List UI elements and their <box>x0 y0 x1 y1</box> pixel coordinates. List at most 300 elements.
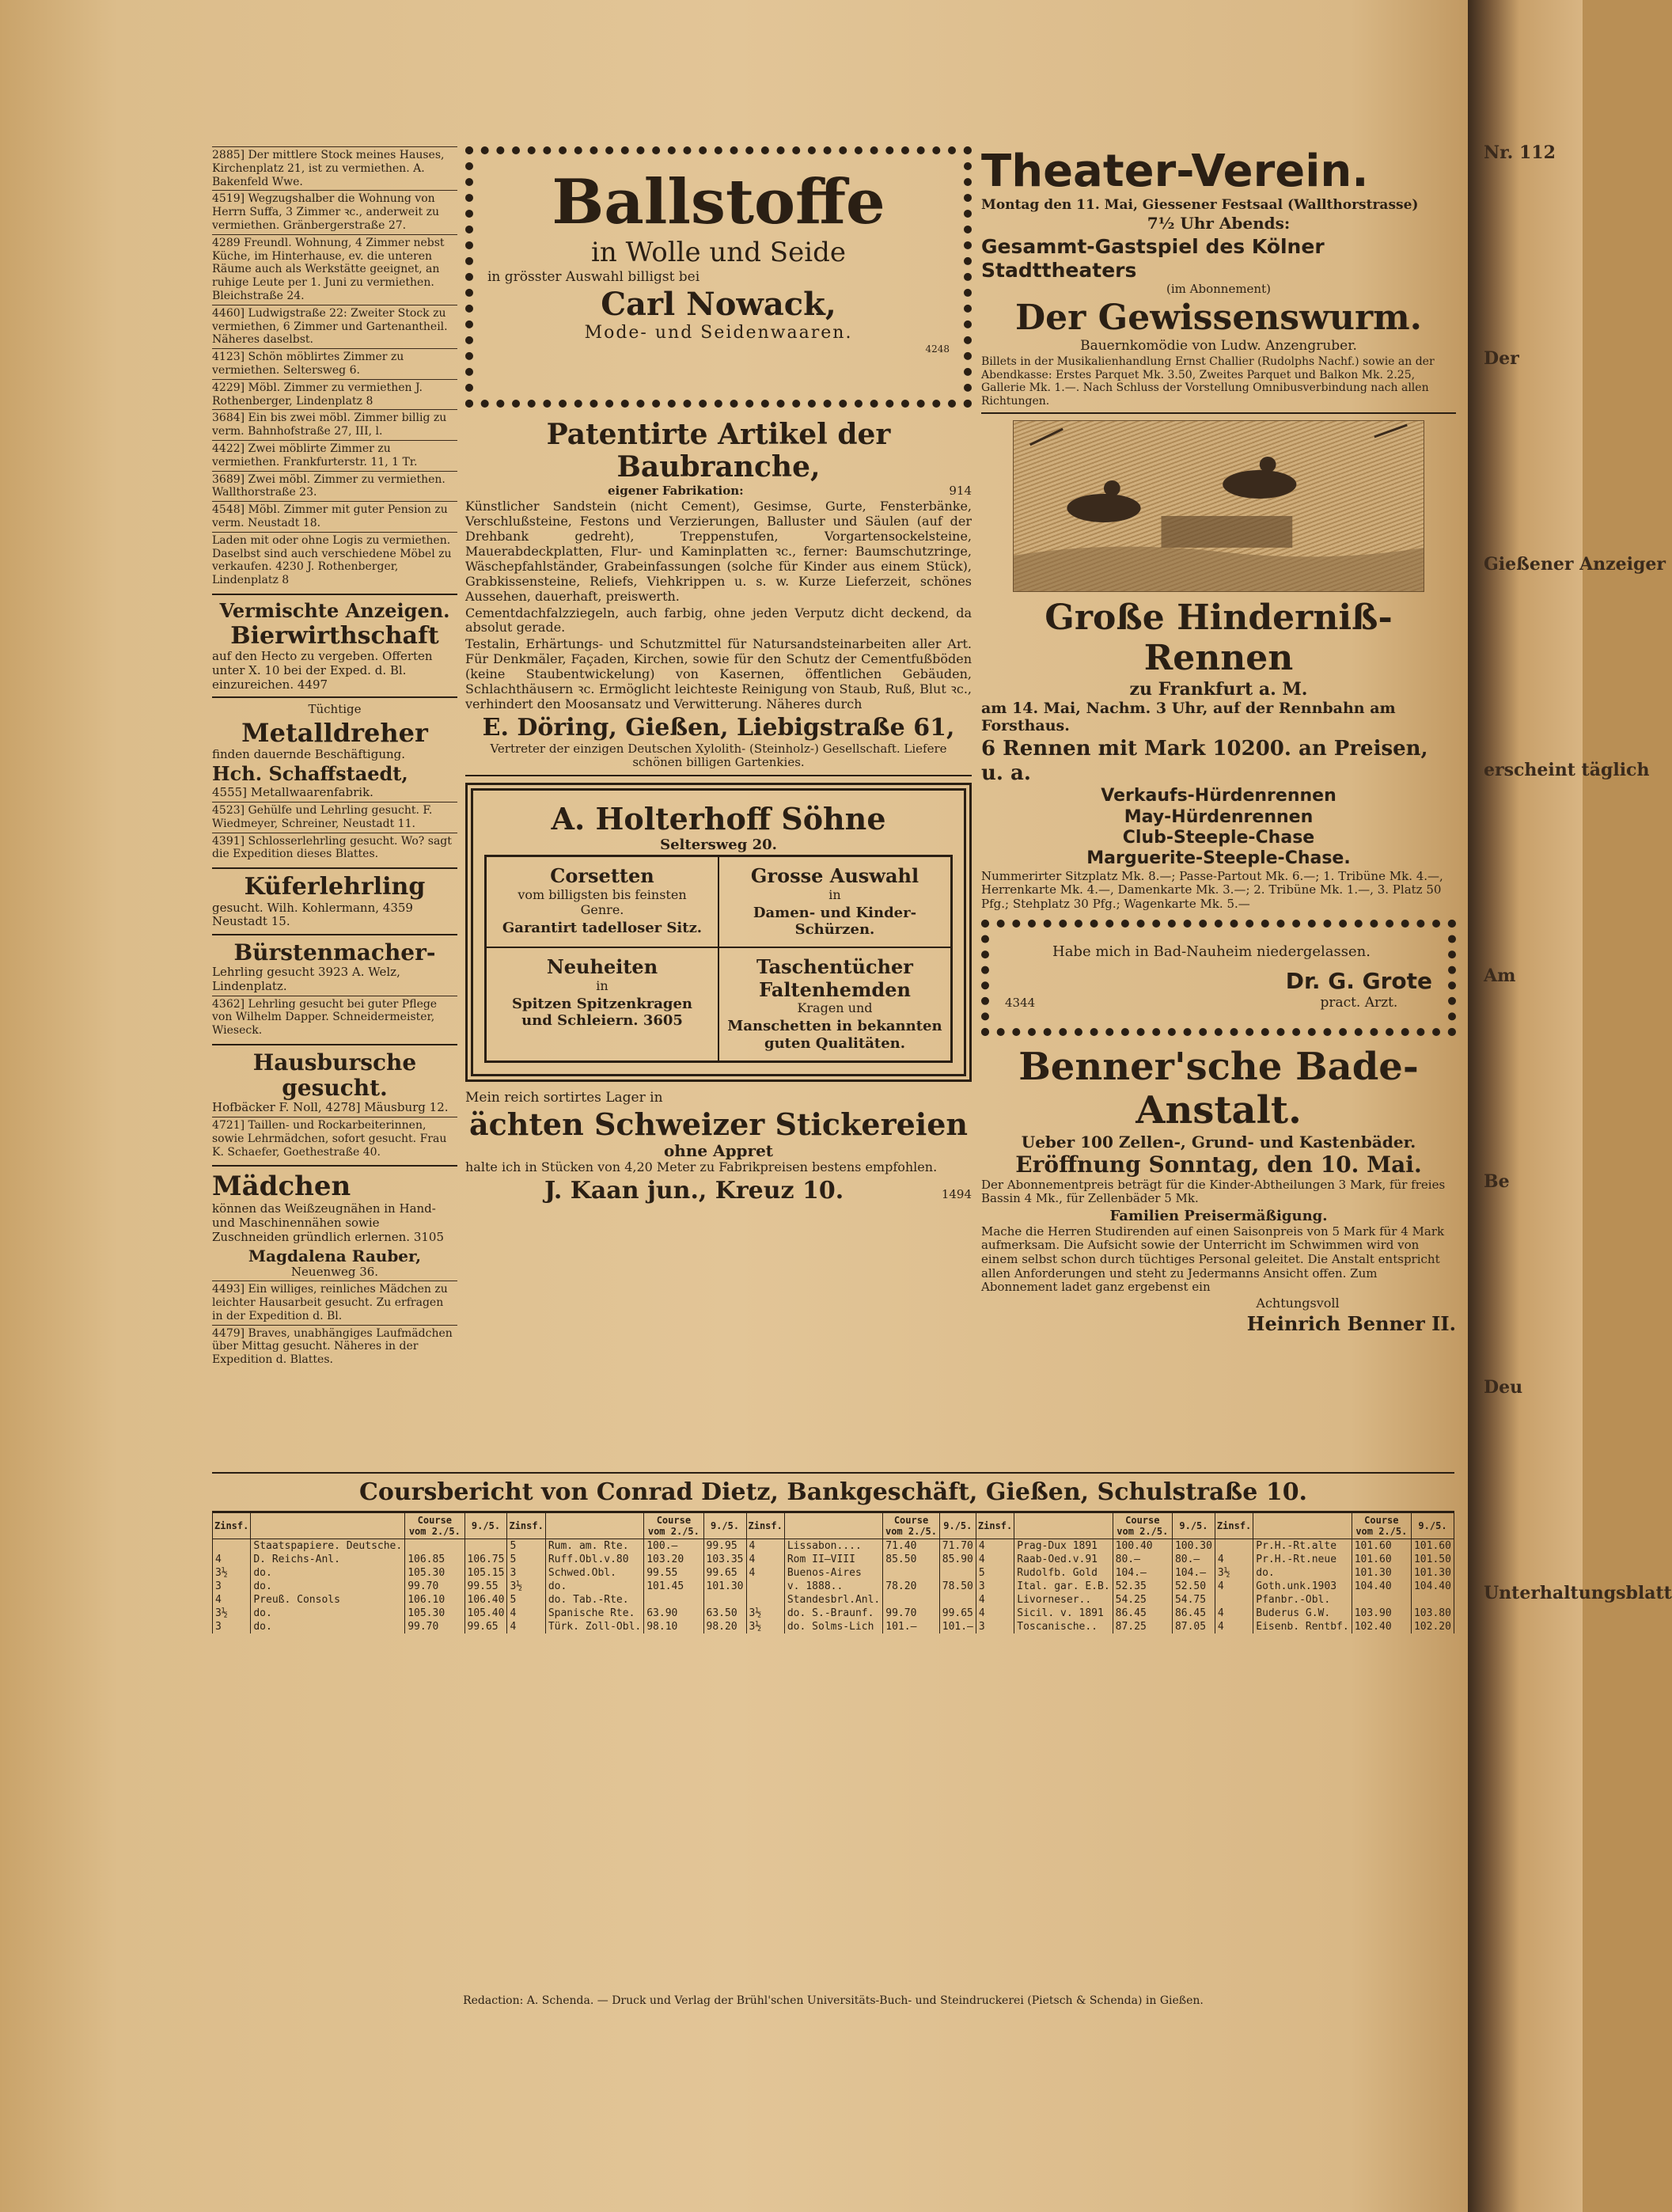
benner-text2: Mache die Herren Studirenden auf einen Saisonpreis von 5 Mark für 4 Mark aufmerksam. Die Aufsicht sowie der Unterricht im Schwimmen wird von einem selbst schon durch tüchtiges Personal geleitet. Die Anstalt entspricht allen Anforderungen und steht zu Jedermanns Ansicht offen. Zum Abonnement ladet ganz ergebenst ein <box>981 1224 1445 1295</box>
patent-firm-sub: Vertreter der einzigen Deutschen Xylolith- (Steinholz-) Gesellschaft. Liefere schönen billigen Gartenkies. <box>490 741 947 770</box>
course-header-cell: Zinsf. <box>746 1513 784 1539</box>
classified-ad: 4229] Möbl. Zimmer zu vermiethen J. Rothenberger, Lindenplatz 8 <box>212 379 457 410</box>
course-header-cell <box>1014 1513 1113 1539</box>
kuefer-ad-text: gesucht. Wilh. Kohlermann, 4359 Neustadt 15. <box>212 900 413 929</box>
course-cell: 4 <box>976 1553 1014 1566</box>
course-cell: do. <box>251 1620 405 1633</box>
course-cell: 4 <box>976 1607 1014 1620</box>
course-cell: 99.70 <box>883 1607 939 1620</box>
course-cell <box>644 1593 703 1607</box>
kaan-intro: Mein reich sortirtes Lager in <box>465 1089 663 1106</box>
holterhoff-sub: Seltersweg 20. <box>660 836 777 853</box>
course-cell <box>939 1593 976 1607</box>
course-cell: 102.40 <box>1352 1620 1411 1633</box>
race-item: Verkaufs-Hürdenrennen <box>1101 786 1336 806</box>
course-header-cell: Course vom 2./5. <box>1352 1513 1411 1539</box>
course-cell <box>1411 1593 1454 1607</box>
holterhoff-cell-foot: Spitzen Spitzenkragen und Schleiern. 3605 <box>511 995 692 1030</box>
course-cell: 3½ <box>213 1607 251 1620</box>
buersten-ad-text: Lehrling gesucht 3923 A. Welz, Lindenplatz. <box>212 965 400 993</box>
course-cell: Toscanische.. <box>1014 1620 1113 1633</box>
course-header-cell: 9./5. <box>1411 1513 1454 1539</box>
course-cell: 99.95 <box>703 1539 746 1554</box>
holterhoff-title: A. Holterhoff Söhne <box>551 801 886 837</box>
classified-ad: 4548] Möbl. Zimmer mit guter Pension zu verm. Neustadt 18. <box>212 501 457 532</box>
course-cell: 5 <box>507 1593 545 1607</box>
middle-column <box>465 146 972 1205</box>
ballstoffe-ad <box>465 146 972 408</box>
classified-ad: 4493] Ein williges, reinliches Mädchen zu leichter Hausarbeit gesucht. Zu erfragen in der Expedition d. Bl. <box>212 1281 457 1324</box>
patent-text: Künstlicher Sandstein (nicht Cement), Gesimse, Gurte, Fensterbänke, Verschlußsteine, Festons und Verzierungen, Balluster und Säulen (auf der Drehbank gedreht), Treppenstufen, Vorgartensockelsteine, Mauerabdeckplatten, Flur- und Kaminplatten ꝛc., ferner: Baumschutzringe, Wäschepfahlständer, Grabeinfassungen (solche für Kinder aus einem Stück), Grabkissensteine, Reliefs, Viehkrippen u. s. w. Kurze Lieferzeit, schönes Aussehen, dauerhaft, preiswerth. <box>465 499 972 604</box>
course-cell: 52.35 <box>1113 1580 1172 1593</box>
course-cell: 99.70 <box>405 1580 464 1593</box>
holterhoff-cell <box>486 856 718 947</box>
course-cell: 105.30 <box>405 1566 464 1580</box>
metall-ad-text: finden dauernde Beschäftigung. <box>212 746 406 761</box>
benner-fam: Familien Preisermäßigung. <box>1109 1208 1328 1225</box>
course-cell: Ruff.Obl.v.80 <box>545 1553 643 1566</box>
course-cell: do. Tab.-Rte. <box>545 1593 643 1607</box>
course-row <box>213 1553 1454 1566</box>
ballstoffe-firm-sub: Mode- und Seidenwaaren. <box>584 322 853 343</box>
adjacent-page-edge <box>1468 0 1672 2212</box>
course-cell: 106.85 <box>405 1553 464 1566</box>
misc-ads-list <box>212 1281 457 1368</box>
grote-ad <box>981 920 1456 1036</box>
course-cell: Rom II—VIII <box>784 1553 882 1566</box>
course-cell: do. S.-Braunf. <box>784 1607 882 1620</box>
course-cell: 3½ <box>213 1566 251 1580</box>
race-item: Marguerite-Steeple-Chase. <box>1086 848 1351 869</box>
course-cell: 105.40 <box>464 1607 507 1620</box>
course-cell: 106.75 <box>464 1553 507 1566</box>
course-cell: 78.50 <box>939 1580 976 1593</box>
course-cell: Sicil. v. 1891 <box>1014 1607 1113 1620</box>
classified-ad: 4362] Lehrling gesucht bei guter Pflege von Wilhelm Dapper. Schneidermeister, Wieseck. <box>212 996 457 1039</box>
course-cell: 105.30 <box>405 1607 464 1620</box>
kaan-num: 1494 <box>941 1187 972 1202</box>
course-cell: 86.45 <box>1172 1607 1215 1620</box>
course-cell: 4 <box>976 1593 1014 1607</box>
classified-ad: 4523] Gehülfe und Lehrling gesucht. F. Wiedmeyer, Schreiner, Neustadt 11. <box>212 802 457 833</box>
holterhoff-ad <box>465 783 972 1081</box>
course-cell: 99.65 <box>939 1607 976 1620</box>
course-cell: Goth.unk.1903 <box>1253 1580 1352 1593</box>
classified-ad: 4391] Schlosserlehrling gesucht. Wo? sagt die Expedition dieses Blattes. <box>212 833 457 863</box>
course-header-row <box>213 1513 1454 1539</box>
classified-ad: 4519] Wegzugshalber die Wohnung von Herrn Suffa, 3 Zimmer ꝛc., anderweit zu vermiethen. Gränbergerstraße 27. <box>212 190 457 233</box>
classified-ad: 4479] Braves, unabhängiges Laufmädchen über Mittag gesucht. Näheres in der Expedition d. Blattes. <box>212 1325 457 1368</box>
course-cell: 4 <box>746 1566 784 1580</box>
course-cell: do. <box>1253 1566 1352 1580</box>
holterhoff-cell-heading: Corsetten <box>550 864 654 888</box>
patent-num: 914 <box>949 483 972 498</box>
lehrling-ads-list <box>212 996 457 1039</box>
course-cell: 103.80 <box>1411 1607 1454 1620</box>
spine-fragment: Be <box>1484 1171 1510 1192</box>
holterhoff-cell <box>718 947 951 1061</box>
course-cell: 4 <box>746 1553 784 1566</box>
course-cell: 71.70 <box>939 1539 976 1554</box>
ballstoffe-text: in grösster Auswahl billigst bei <box>487 268 700 285</box>
course-cell: Staatspapiere. Deutsche. <box>251 1539 405 1554</box>
grote-sign <box>1286 968 1432 1012</box>
course-cell: 54.75 <box>1172 1593 1215 1607</box>
course-cell: 85.50 <box>883 1553 939 1566</box>
course-cell: 5 <box>507 1539 545 1554</box>
classified-ad: 3689] Zwei möbl. Zimmer zu vermiethen. Wallthorstraße 23. <box>212 471 457 502</box>
course-cell: Preuß. Consols <box>251 1593 405 1607</box>
classified-ad: 4460] Ludwigstraße 22: Zweiter Stock zu vermiethen, 6 Zimmer und Gartenantheil. Näheres daselbst. <box>212 305 457 348</box>
course-cell: 101.45 <box>644 1580 703 1593</box>
course-cell: 54.25 <box>1113 1593 1172 1607</box>
course-cell: do. <box>251 1580 405 1593</box>
course-cell: Pr.H.-Rt.alte <box>1253 1539 1352 1554</box>
ballstoffe-sub: in Wolle und Seide <box>591 236 846 268</box>
holterhoff-cell-foot: Garantirt tadelloser Sitz. <box>502 919 703 936</box>
holterhoff-cell-foot: Damen- und Kinder-Schürzen. <box>753 904 917 939</box>
spine-fragment: Deu <box>1484 1377 1523 1398</box>
patent-subline <box>465 484 972 500</box>
course-cell <box>883 1566 939 1580</box>
maedchen-ad-title: Mädchen <box>212 1171 351 1203</box>
course-cell: 3 <box>976 1620 1014 1633</box>
course-cell: 104.— <box>1172 1566 1215 1580</box>
course-cell: 104.— <box>1113 1566 1172 1580</box>
classified-ad: 4289 Freundl. Wohnung, 4 Zimmer nebst Küche, im Hinterhause, ev. die unteren Räume auch als Werkstätte geeignet, an ruhige Leute per 1. Juni zu vermiethen. Bleichstraße 24. <box>212 234 457 305</box>
course-cell <box>703 1593 746 1607</box>
course-cell: 99.70 <box>405 1620 464 1633</box>
hausbursche-ad-title: Hausbursche gesucht. <box>252 1049 417 1102</box>
metall-ad-firm: Hch. Schaffstaedt, <box>212 762 408 786</box>
course-header-cell: Zinsf. <box>1215 1513 1253 1539</box>
theater-line3: Gesammt-Gastspiel des Kölner Stadttheaters <box>981 235 1325 283</box>
schneider-ads-list <box>212 1117 457 1160</box>
patent-sub: eigener Fabrikation: <box>608 483 744 498</box>
course-cell: Raab-Oed.v.91 <box>1014 1553 1113 1566</box>
course-cell: 3½ <box>1215 1566 1253 1580</box>
classified-ad: 4422] Zwei möblirte Zimmer zu vermiethen. Frankfurterstr. 11, 1 Tr. <box>212 440 457 471</box>
course-header-cell: Course vom 2./5. <box>1113 1513 1172 1539</box>
course-cell <box>213 1539 251 1554</box>
metall-ad-pre: Tüchtige <box>308 702 362 717</box>
holterhoff-cell-heading: Neuheiten <box>546 954 658 978</box>
course-cell: 86.45 <box>1113 1607 1172 1620</box>
course-cell: 4 <box>1215 1553 1253 1566</box>
grote-name: Dr. G. Grote <box>1285 968 1432 995</box>
horse-race-illustration <box>1014 421 1424 591</box>
course-header-cell: 9./5. <box>703 1513 746 1539</box>
course-cell: 87.05 <box>1172 1620 1215 1633</box>
race-six: 6 Rennen mit Mark 10200. an Preisen, u. a. <box>981 736 1428 785</box>
theater-author: Bauernkomödie von Ludw. Anzengruber. <box>1080 338 1357 355</box>
course-cell: 101.— <box>883 1620 939 1633</box>
holterhoff-grid <box>484 855 953 1063</box>
holterhoff-cell-foot: Manschetten in bekannten guten Qualitäten. <box>727 1018 942 1052</box>
course-cell: 80.— <box>1113 1553 1172 1566</box>
course-cell: 3½ <box>746 1620 784 1633</box>
spine-fragment: Gießener Anzeiger <box>1484 554 1666 575</box>
ballstoffe-firm: Carl Nowack, <box>601 285 836 323</box>
course-cell: Livorneser.. <box>1014 1593 1113 1607</box>
course-cell: D. Reichs-Anl. <box>251 1553 405 1566</box>
course-cell <box>939 1566 976 1580</box>
grote-num: 4344 <box>1005 996 1036 1010</box>
race-item: Club-Steeple-Chase <box>1122 827 1315 848</box>
course-cell: 100.30 <box>1172 1539 1215 1554</box>
course-cell: Prag-Dux 1891 <box>1014 1539 1113 1554</box>
grote-bottom <box>1005 968 1432 1012</box>
theater-title: Theater-Verein. <box>981 146 1369 197</box>
course-cell: 101.60 <box>1352 1553 1411 1566</box>
benner-sig2: Heinrich Benner II. <box>1246 1311 1456 1335</box>
benner-title: Benner'sche Bade-Anstalt. <box>1018 1044 1419 1133</box>
holterhoff-cell <box>718 856 951 947</box>
course-header-cell <box>545 1513 643 1539</box>
course-cell: Rum. am. Rte. <box>545 1539 643 1554</box>
maedchen-ad-addr: Neuenweg 36. <box>290 1264 379 1279</box>
course-cell: 99.65 <box>464 1620 507 1633</box>
maedchen-ad-name: Magdalena Rauber, <box>248 1246 422 1265</box>
course-cell: 3½ <box>507 1580 545 1593</box>
course-header-cell: Zinsf. <box>507 1513 545 1539</box>
course-cell: 71.40 <box>883 1539 939 1554</box>
course-cell <box>883 1593 939 1607</box>
course-header-cell: Course vom 2./5. <box>883 1513 939 1539</box>
classified-ad: 4123] Schön möblirtes Zimmer zu vermiethen. Seltersweg 6. <box>212 348 457 379</box>
rental-ads-list <box>212 146 457 589</box>
course-cell: 100.40 <box>1113 1539 1172 1554</box>
bier-ad-text: auf den Hecto zu vergeben. Offerten unter X. 10 bei der Exped. d. Bl. einzureichen. 4497 <box>212 649 433 692</box>
section-heading: Vermischte Anzeigen. <box>219 598 450 622</box>
course-cell: 106.10 <box>405 1593 464 1607</box>
course-header-cell: 9./5. <box>939 1513 976 1539</box>
course-cell: 4 <box>507 1607 545 1620</box>
course-cell: 4 <box>976 1539 1014 1554</box>
course-cell: 52.50 <box>1172 1580 1215 1593</box>
course-row <box>213 1580 1454 1593</box>
course-cell: Standesbrl.Anl. <box>784 1593 882 1607</box>
course-header-cell <box>251 1513 405 1539</box>
course-header-cell: 9./5. <box>1172 1513 1215 1539</box>
right-column <box>981 146 1456 1336</box>
holterhoff-cell-text: Kragen und <box>797 1000 873 1016</box>
course-cell: 4 <box>1215 1580 1253 1593</box>
classified-ad: Laden mit oder ohne Logis zu vermiethen. Daselbst sind auch verschiedene Möbel zu verkaufen. 4230 J. Rothenberger, Lindenplatz 8 <box>212 532 457 589</box>
course-header-cell: Course vom 2./5. <box>405 1513 464 1539</box>
course-cell: 3 <box>213 1580 251 1593</box>
course-cell: do. Solms-Lich <box>784 1620 882 1633</box>
course-cell <box>1215 1593 1253 1607</box>
course-header-cell <box>784 1513 882 1539</box>
spine-fragment: Der <box>1484 348 1519 369</box>
holterhoff-cell-text: in <box>596 977 609 993</box>
course-cell: Rudolfb. Gold <box>1014 1566 1113 1580</box>
course-cell <box>1215 1539 1253 1554</box>
holterhoff-cell-heading: Taschentücher Faltenhemden <box>756 954 913 1001</box>
spine-fragment: Nr. 112 <box>1484 142 1556 163</box>
imprint-footer: Redaction: A. Schenda. — Druck und Verlag der Brühl'schen Universitäts-Buch- und Steindruckerei (Pietsch & Schenda) in Gießen. <box>463 1994 1204 2007</box>
kaan-firm: J. Kaan jun., Kreuz 10. <box>544 1177 844 1205</box>
course-row <box>213 1607 1454 1620</box>
course-cell: 63.50 <box>703 1607 746 1620</box>
theater-play: Der Gewissenswurm. <box>1014 297 1423 338</box>
course-cell: 3 <box>507 1566 545 1580</box>
spine-fragment: erscheint täglich <box>1484 760 1650 780</box>
benner-open: Eröffnung Sonntag, den 10. Mai. <box>1015 1152 1422 1178</box>
course-header-cell: 9./5. <box>464 1513 507 1539</box>
benner-sig1: Achtungsvoll <box>1256 1296 1340 1311</box>
race-item: May-Hürdenrennen <box>1124 806 1314 827</box>
race-title: Große Hinderniß-Rennen <box>1045 598 1393 679</box>
classified-ad: 4721] Taillen- und Rockarbeiterinnen, sowie Lehrmädchen, sofort gesucht. Frau K. Schaefer, Goethestraße 40. <box>212 1117 457 1160</box>
course-cell: 3 <box>976 1580 1014 1593</box>
course-cell: 99.55 <box>464 1580 507 1593</box>
holterhoff-cell-text: vom billigsten bis feinsten Genre. <box>518 886 687 917</box>
course-cell <box>405 1539 464 1554</box>
course-table <box>212 1512 1454 1633</box>
course-cell: 103.20 <box>644 1553 703 1566</box>
course-report <box>212 1472 1454 1633</box>
kaan-title: ächten Schweizer Stickereien <box>468 1106 969 1142</box>
course-cell: 3 <box>213 1620 251 1633</box>
course-cell: 101.— <box>939 1620 976 1633</box>
course-cell: 101.50 <box>1411 1553 1454 1566</box>
race-prices: Nummerirter Sitzplatz Mk. 8.—; Passe-Partout Mk. 6.—; 1. Tribüne Mk. 4.—, Herrenkarte Mk. 4.—, Damenkarte Mk. 3.—; 2. Tribüne Mk. 1.—, 3. Platz 50 Pfg.; Stehplatz 30 Pfg.; Wagenkarte Mk. 5.— <box>981 868 1443 912</box>
patent-title: Patentirte Artikel der Baubranche, <box>546 418 891 484</box>
course-cell: 99.65 <box>703 1566 746 1580</box>
spine-fragment: Am <box>1484 966 1516 986</box>
classified-ad: 3684] Ein bis zwei möbl. Zimmer billig zu verm. Bahnhofstraße 27, III, l. <box>212 409 457 440</box>
grote-text: Habe mich in Bad-Nauheim niedergelassen. <box>1052 943 1371 960</box>
course-cell <box>746 1580 784 1593</box>
holterhoff-cell-text: in <box>828 886 841 902</box>
course-cell: 4 <box>746 1539 784 1554</box>
course-cell: Buenos-Aires <box>784 1566 882 1580</box>
course-cell: 80.— <box>1172 1553 1215 1566</box>
course-cell: 100.— <box>644 1539 703 1554</box>
course-cell: 5 <box>507 1553 545 1566</box>
course-cell: do. <box>251 1607 405 1620</box>
bier-ad-title: Bierwirthschaft <box>230 621 439 650</box>
course-cell: 5 <box>976 1566 1014 1580</box>
spine-fragment: Unterhaltungsblatt <box>1484 1583 1672 1603</box>
horse-race-engraving <box>1013 420 1424 592</box>
course-cell: 101.60 <box>1352 1539 1411 1554</box>
course-cell: 103.35 <box>703 1553 746 1566</box>
course-cell: 104.40 <box>1352 1580 1411 1593</box>
course-cell: 4 <box>213 1593 251 1607</box>
race-date: am 14. Mai, Nachm. 3 Uhr, auf der Rennbahn am Forsthaus. <box>981 700 1396 735</box>
course-cell: Schwed.Obl. <box>545 1566 643 1580</box>
course-cell: do. <box>545 1580 643 1593</box>
patent-text3: Testalin, Erhärtungs- und Schutzmittel für Natursandsteinarbeiten aller Art. Für Denkmäler, Façaden, Kirchen, sowie für den Schutz der Cementfußböden (keine Staubentwickelung) von Kasernen, öffentlichen Gebäuden, Schlachthäusern ꝛc. Ermöglicht leichteste Reinigung von Staub, Ruß, Blut ꝛc., verhindert den Moosansatz und Verwitterung. Näheres durch <box>465 636 972 711</box>
benner-sub: Ueber 100 Zellen-, Grund- und Kastenbäder. <box>1021 1133 1416 1152</box>
course-cell: 3½ <box>746 1607 784 1620</box>
course-row <box>213 1566 1454 1580</box>
course-cell: v. 1888.. <box>784 1580 882 1593</box>
course-cell: 87.25 <box>1113 1620 1172 1633</box>
patent-firm: E. Döring, Gießen, Liebigstraße 61, <box>482 713 955 742</box>
course-cell: do. <box>251 1566 405 1580</box>
benner-text: Der Abonnementpreis beträgt für die Kinder-Abtheilungen 3 Mark, für freies Bassin 4 Mk., für Zellenbäder 5 Mk. <box>981 1177 1446 1206</box>
course-cell: 103.90 <box>1352 1607 1411 1620</box>
race-list <box>981 786 1456 870</box>
course-cell: 63.90 <box>644 1607 703 1620</box>
job-ads-list <box>212 802 457 863</box>
classifieds-column <box>212 146 457 1368</box>
theater-line2: 7½ Uhr Abends: <box>1147 214 1291 233</box>
course-cell <box>464 1539 507 1554</box>
course-cell: Pfanbr.-Obl. <box>1253 1593 1352 1607</box>
course-header-cell: Course vom 2./5. <box>644 1513 703 1539</box>
theater-line1: Montag den 11. Mai, Giessener Festsaal (Wallthorstrasse) <box>981 197 1419 214</box>
course-cell: 101.30 <box>703 1580 746 1593</box>
holterhoff-cell <box>486 947 718 1061</box>
course-cell: 102.20 <box>1411 1620 1454 1633</box>
kuefer-ad-title: Küferlehrling <box>244 873 426 901</box>
course-cell: 4 <box>1215 1607 1253 1620</box>
kaan-firm-line <box>465 1177 972 1205</box>
course-header-cell <box>1253 1513 1352 1539</box>
course-cell: Ital. gar. E.B. <box>1014 1580 1113 1593</box>
course-cell: 98.10 <box>644 1620 703 1633</box>
course-row <box>213 1620 1454 1633</box>
course-cell: Eisenb. Rentbf. <box>1253 1620 1352 1633</box>
course-cell: 104.40 <box>1411 1580 1454 1593</box>
course-cell <box>1352 1593 1411 1607</box>
maedchen-ad-text: können das Weißzeugnähen in Hand- und Maschinennähen sowie Zuschneiden gründlich erlernen. 3105 <box>212 1201 445 1244</box>
metall-ad-sub: 4555] Metallwaarenfabrik. <box>212 785 373 800</box>
course-cell: 101.30 <box>1352 1566 1411 1580</box>
course-cell: 101.60 <box>1411 1539 1454 1554</box>
metall-ad-title: Metalldreher <box>241 717 428 748</box>
grote-title: pract. Arzt. <box>1320 994 1398 1011</box>
course-cell: 98.20 <box>703 1620 746 1633</box>
theater-line4: (im Abonnement) <box>1166 282 1271 297</box>
ballstoffe-title: Ballstoffe <box>552 166 885 238</box>
course-header-cell: Zinsf. <box>976 1513 1014 1539</box>
course-cell: 78.20 <box>883 1580 939 1593</box>
ballstoffe-num: 4248 <box>925 343 950 355</box>
course-cell: 101.30 <box>1411 1566 1454 1580</box>
buersten-ad-title: Bürstenmacher- <box>233 939 436 966</box>
course-cell: Pr.H.-Rt.neue <box>1253 1553 1352 1566</box>
course-cell: 85.90 <box>939 1553 976 1566</box>
course-cell: 105.15 <box>464 1566 507 1580</box>
course-cell: Buderus G.W. <box>1253 1607 1352 1620</box>
course-header-cell: Zinsf. <box>213 1513 251 1539</box>
course-cell: Lissabon.... <box>784 1539 882 1554</box>
race-sub: zu Frankfurt a. M. <box>1129 678 1308 700</box>
course-cell: Spanische Rte. <box>545 1607 643 1620</box>
theater-info: Billets in der Musikalienhandlung Ernst Challier (Rudolphs Nachf.) sowie an der Abendkasse: Erstes Parquet Mk. 3.50, Zweites Parquet und Balkon Mk. 2.25, Gallerie Mk. 1.—. Nach Schluss der Vorstellung Omnibusverbindung nach allen Richtungen. <box>981 355 1435 408</box>
hausbursche-ad-text: Hofbäcker F. Noll, 4278] Mäusburg 12. <box>212 1100 449 1115</box>
kaan-text: halte ich in Stücken von 4,20 Meter zu Fabrikpreisen bestens empfohlen. <box>465 1159 938 1175</box>
course-cell: 4 <box>1215 1620 1253 1633</box>
course-row <box>213 1539 1454 1554</box>
course-title: Coursbericht von Conrad Dietz, Bankgeschäft, Gießen, Schulstraße 10. <box>212 1472 1454 1512</box>
course-row <box>213 1593 1454 1607</box>
patent-text2: Cementdachfalzziegeln, auch farbig, ohne jeden Verputz dicht deckend, da absolut gerade. <box>465 605 972 636</box>
course-cell: 99.55 <box>644 1566 703 1580</box>
course-cell: Türk. Zoll-Obl. <box>545 1620 643 1633</box>
holterhoff-cell-heading: Grosse Auswahl <box>750 864 919 888</box>
course-cell: 4 <box>213 1553 251 1566</box>
kaan-sub: ohne Appret <box>663 1141 774 1161</box>
course-cell: 4 <box>507 1620 545 1633</box>
classified-ad: 2885] Der mittlere Stock meines Hauses, Kirchenplatz 21, ist zu vermiethen. A. Bakenfeld Wwe. <box>212 146 457 190</box>
